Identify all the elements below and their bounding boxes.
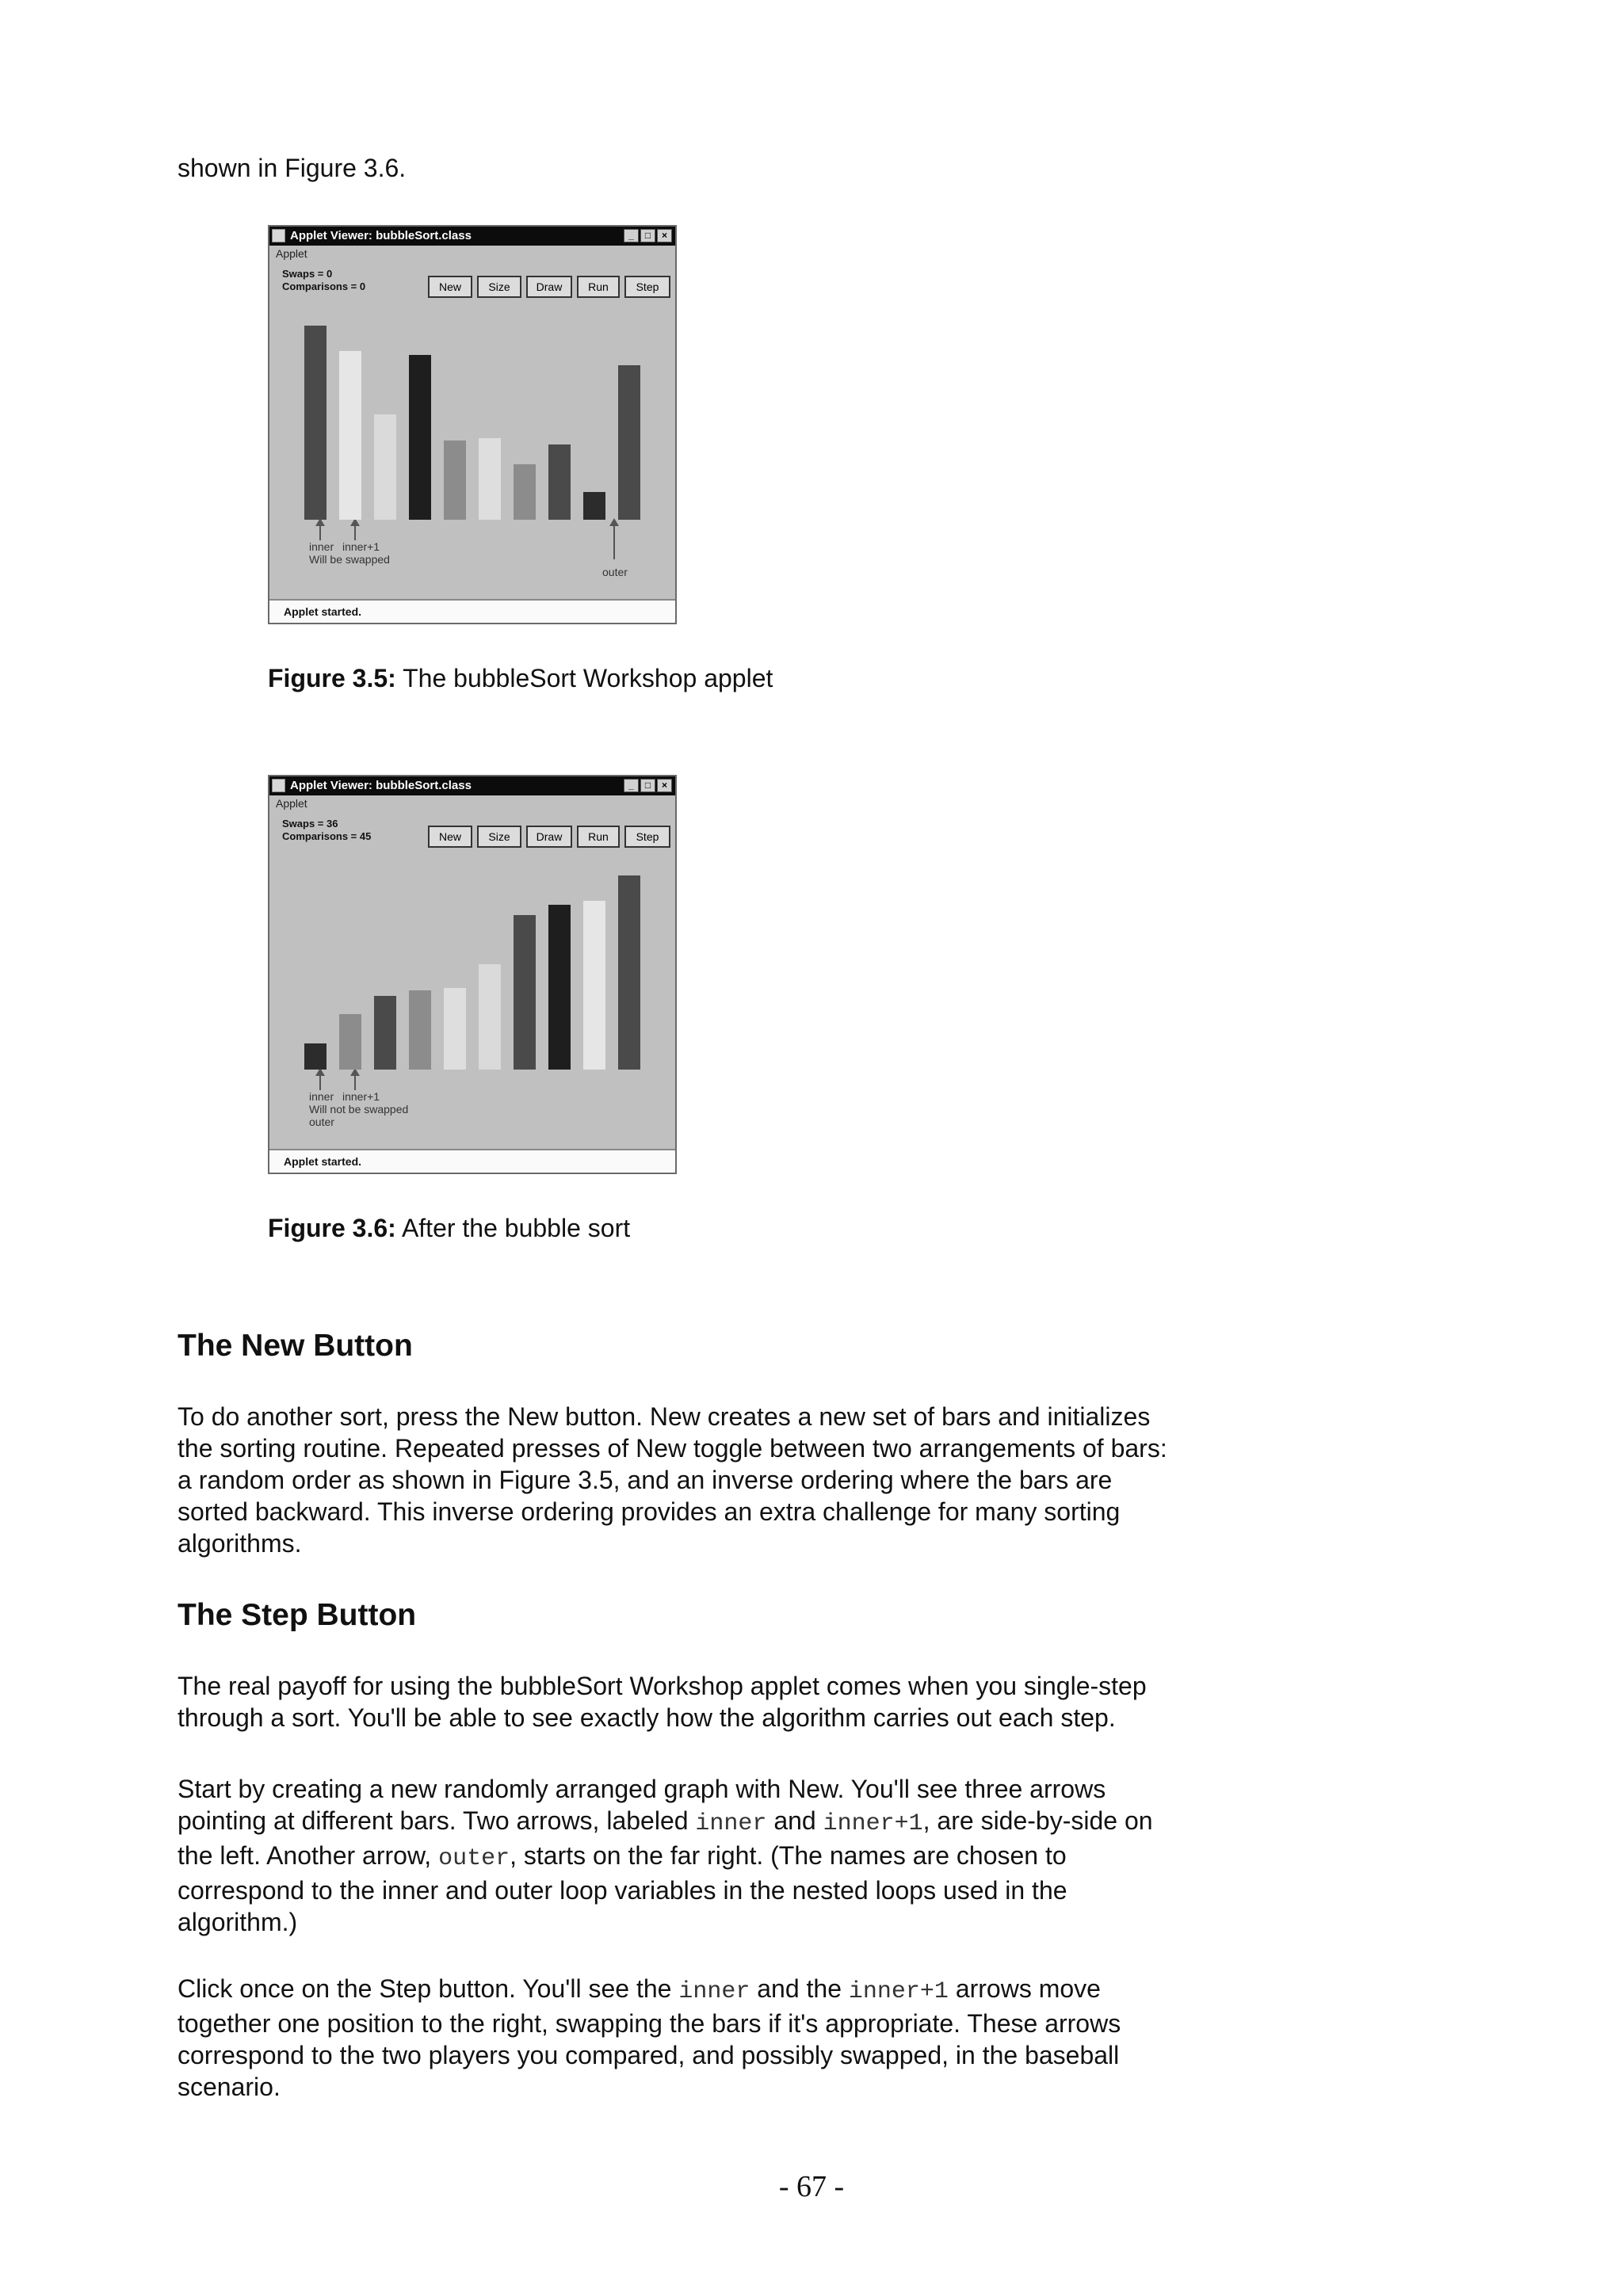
caption-fig-3-6 — [268, 1212, 630, 1244]
menu-applet[interactable]: Applet — [276, 797, 307, 810]
app-icon — [272, 779, 285, 792]
bar-7 — [514, 464, 536, 520]
arrow-inner-plus — [354, 1074, 356, 1090]
bar-5 — [444, 988, 466, 1070]
code-inner-1: inner+1 — [848, 1978, 949, 2005]
bar-10 — [618, 365, 640, 520]
caption-text: The bubbleSort Workshop applet — [395, 664, 773, 692]
title-bar — [269, 776, 675, 795]
new-button[interactable]: New — [428, 276, 472, 298]
paragraph: The real payoff for using the bubbleSort Workshop applet comes when you single-step through a sort. You'll be able to see exactly how the algorithm carries out each step. — [178, 1672, 1147, 1732]
bar-9 — [583, 901, 605, 1070]
arrow-outer — [613, 524, 615, 559]
run-button[interactable]: Run — [577, 826, 620, 848]
arrow-inner — [319, 1074, 321, 1090]
bar-5 — [444, 441, 466, 520]
bar-4 — [409, 355, 431, 520]
minimize-icon[interactable]: _ — [624, 779, 639, 792]
minimize-icon[interactable]: _ — [624, 229, 639, 242]
applet-window-fig-3-6 — [268, 775, 677, 1174]
window-title: Applet Viewer: bubbleSort.class — [290, 229, 472, 242]
label-inner-plus: inner+1 — [342, 540, 380, 553]
swap-note: Will be swapped — [309, 553, 390, 566]
maximize-icon[interactable]: □ — [640, 229, 655, 242]
caption-label: Figure 3.6: — [268, 1214, 396, 1242]
arrow-inner-plus — [354, 524, 356, 540]
size-button[interactable]: Size — [477, 826, 521, 848]
code-inner-1: inner+1 — [823, 1810, 923, 1837]
section-heading-new-button: The New Button — [178, 1329, 413, 1363]
code-inner: inner — [678, 1978, 750, 2005]
paragraph: To do another sort, press the New button. New creates a new set of bars and initializes the sorting routine. Repeated presses of New toggle between two arrangements of bars: a random order as shown in Figure 3.5, and an inverse ordering where the bars are sorted backward. This inverse ordering provides an extra challenge for many sorting algorithms. — [178, 1402, 1167, 1558]
applet-window-fig-3-5 — [268, 225, 677, 624]
step-button[interactable]: Step — [624, 826, 670, 848]
page-number: - 67 - — [778, 2170, 845, 2203]
caption-fig-3-5 — [268, 662, 773, 694]
bar-10 — [618, 875, 640, 1070]
swaps-count: Swaps = 0 — [282, 268, 333, 280]
code-outer: outer — [438, 1845, 510, 1872]
new-button[interactable]: New — [428, 826, 472, 848]
caption-label: Figure 3.5: — [268, 664, 396, 692]
app-icon — [272, 229, 285, 242]
label-inner-plus: inner+1 — [342, 1090, 380, 1103]
caption-text: After the bubble sort — [395, 1214, 631, 1242]
bar-4 — [409, 990, 431, 1070]
run-button[interactable]: Run — [577, 276, 620, 298]
comparisons-count: Comparisons = 0 — [282, 280, 366, 292]
bar-3 — [374, 414, 396, 520]
paragraph: Start by creating a new randomly arranged graph with New. You'll see three arrows pointing at different bars. Two arrows, labeled inner and inner+1, are side-by-side on the left. Another arrow, outer, starts on the far right. (The names are chosen to correspond to the inner and outer loop variables in the nested loops used in the algorithm.) — [178, 1775, 1153, 1936]
bar-2 — [339, 1014, 361, 1070]
bar-7 — [514, 915, 536, 1070]
label-outer: outer — [602, 566, 628, 578]
bar-6 — [479, 438, 501, 520]
status-bar: Applet started. — [269, 1149, 675, 1173]
window-title: Applet Viewer: bubbleSort.class — [290, 779, 472, 792]
stats-panel — [282, 268, 365, 293]
bar-8 — [548, 444, 571, 520]
bar-2 — [339, 351, 361, 520]
menu-applet[interactable]: Applet — [276, 247, 307, 260]
bar-3 — [374, 996, 396, 1070]
draw-button[interactable]: Draw — [526, 826, 572, 848]
bar-1 — [304, 1043, 327, 1070]
lead-text: shown in Figure 3.6. — [178, 154, 407, 182]
title-bar — [269, 227, 675, 246]
bar-6 — [479, 964, 501, 1070]
arrow-inner — [319, 524, 321, 540]
swap-note: Will not be swapped — [309, 1103, 409, 1116]
section-heading-step-button: The Step Button — [178, 1598, 417, 1632]
size-button[interactable]: Size — [477, 276, 521, 298]
step-button[interactable]: Step — [624, 276, 670, 298]
label-inner: inner — [309, 1090, 334, 1103]
close-icon[interactable]: × — [657, 779, 672, 792]
draw-button[interactable]: Draw — [526, 276, 572, 298]
comparisons-count: Comparisons = 45 — [282, 830, 372, 842]
label-outer: outer — [309, 1116, 334, 1128]
bar-9 — [583, 492, 605, 520]
maximize-icon[interactable]: □ — [640, 779, 655, 792]
paragraph: Click once on the Step button. You'll see the inner and the inner+1 arrows move together one position to the right, swapping the bars if it's appropriate. These arrows correspond to the two players you compared, and possibly swapped, in the baseball scenario. — [178, 1974, 1121, 2101]
bar-8 — [548, 905, 571, 1070]
label-inner: inner — [309, 540, 334, 553]
swaps-count: Swaps = 36 — [282, 818, 338, 830]
bar-1 — [304, 326, 327, 520]
status-bar: Applet started. — [269, 599, 675, 623]
code-inner: inner — [695, 1810, 767, 1837]
close-icon[interactable]: × — [657, 229, 672, 242]
stats-panel — [282, 818, 371, 843]
